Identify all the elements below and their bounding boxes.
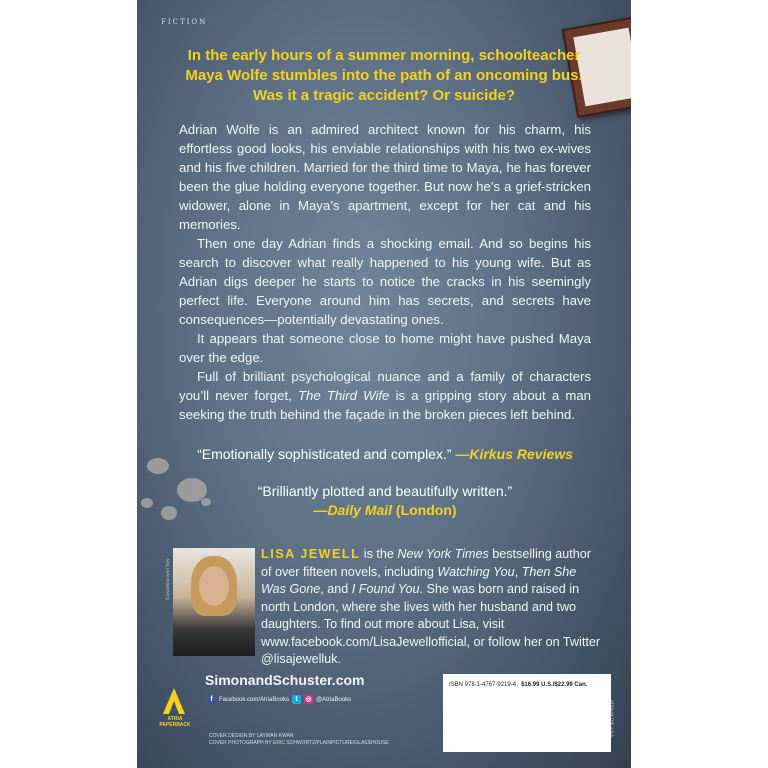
paint-splatter (147, 458, 169, 474)
blurb-paragraph: Then one day Adrian finds a shocking email. And so begins his search to discover what really happened to his young wife. But as Adrian digs deeper he starts to notice the cracks in his seemingly perfect life. Everyone around him has secrets, and secrets have consequences—potentially devastating ones. (179, 236, 591, 327)
atria-logo-icon (163, 688, 185, 714)
isbn-line: ISBN 978-1-4767-9219-4 $16.99 U.S./$22.99 Can. (449, 682, 588, 688)
book-back-cover (137, 0, 631, 768)
blurb-paragraph: Full of brilliant psychological nuance and a family of characters you’ll never forget, The Third Wife is a gripping story about a man seeking the truth behind the façade in the broken pieces left behind. (179, 369, 592, 422)
quote-source: —Kirkus Reviews (455, 446, 573, 462)
blurb-paragraph: It appears that someone close to home might have pushed Maya over the edge. (179, 331, 591, 365)
author-photo (173, 548, 255, 656)
cover-credits: COVER DESIGN BY LAYWAN KWAN COVER PHOTOGRAPH BY ERIC SCHWORTZ/PLAINPICTURE/GLASSHOUSE (209, 733, 389, 746)
hook-text: In the early hours of a summer morning, schoolteacher Maya Wolfe stumbles into the path of an oncoming bus. Was it a tragic accident? Or suicide? (185, 47, 583, 104)
facebook-url[interactable]: Facebook.com/AtriaBooks (219, 696, 290, 703)
barcode (449, 696, 605, 744)
social-links (207, 695, 351, 704)
blurb (179, 120, 591, 424)
review-quote: “Emotionally sophisticated and complex.” —Kirkus Reviews (197, 446, 573, 462)
twitter-icon[interactable]: t (292, 695, 301, 704)
book-title: The Third Wife (297, 388, 390, 403)
publisher-website[interactable]: SimonandSchuster.com (205, 672, 365, 688)
author-bio: LISA JEWELL is the New York Times bestselling author of over fifteen novels, including Watching You, Then She Was Gone, and I Found You. She was born and raised in north London, where she lives with her husband and two daughters. To find out more about Lisa, visit www.facebook.com/LisaJewellofficial, or follow her on Twitter @lisajewelluk. (261, 547, 601, 666)
publisher-imprint: ATRIA PAPERBACK (159, 716, 191, 728)
facebook-icon[interactable]: f (207, 695, 216, 704)
barcode-area (443, 674, 611, 752)
review-quote: “Brilliantly plotted and beautifully written.” —Daily Mail (London) (179, 482, 591, 520)
quote-source: —Daily Mail (London) (313, 502, 457, 518)
paint-splatter (141, 498, 153, 508)
author-name: LISA JEWELL (261, 547, 361, 561)
blurb-paragraph: Adrian Wolfe is an admired architect known for his charm, his effortless good looks, his enviable relationships with his two ex-wives and his five children. Married for the third time to Maya, he has forever been the glue holding everyone together. But now he’s a grief-stricken widower, alone in Maya’s apartment, except for her cat and his memories. (179, 122, 591, 232)
spine-code: ATRIA IN THE U.S.A. (610, 700, 615, 739)
social-handle[interactable]: @AtriaBooks (316, 696, 352, 703)
genre-label: FICTION (161, 18, 208, 26)
instagram-icon[interactable]: ◎ (305, 696, 312, 703)
paint-splatter (161, 506, 177, 520)
photo-credit: © ANDREW WHITTON (165, 558, 170, 600)
